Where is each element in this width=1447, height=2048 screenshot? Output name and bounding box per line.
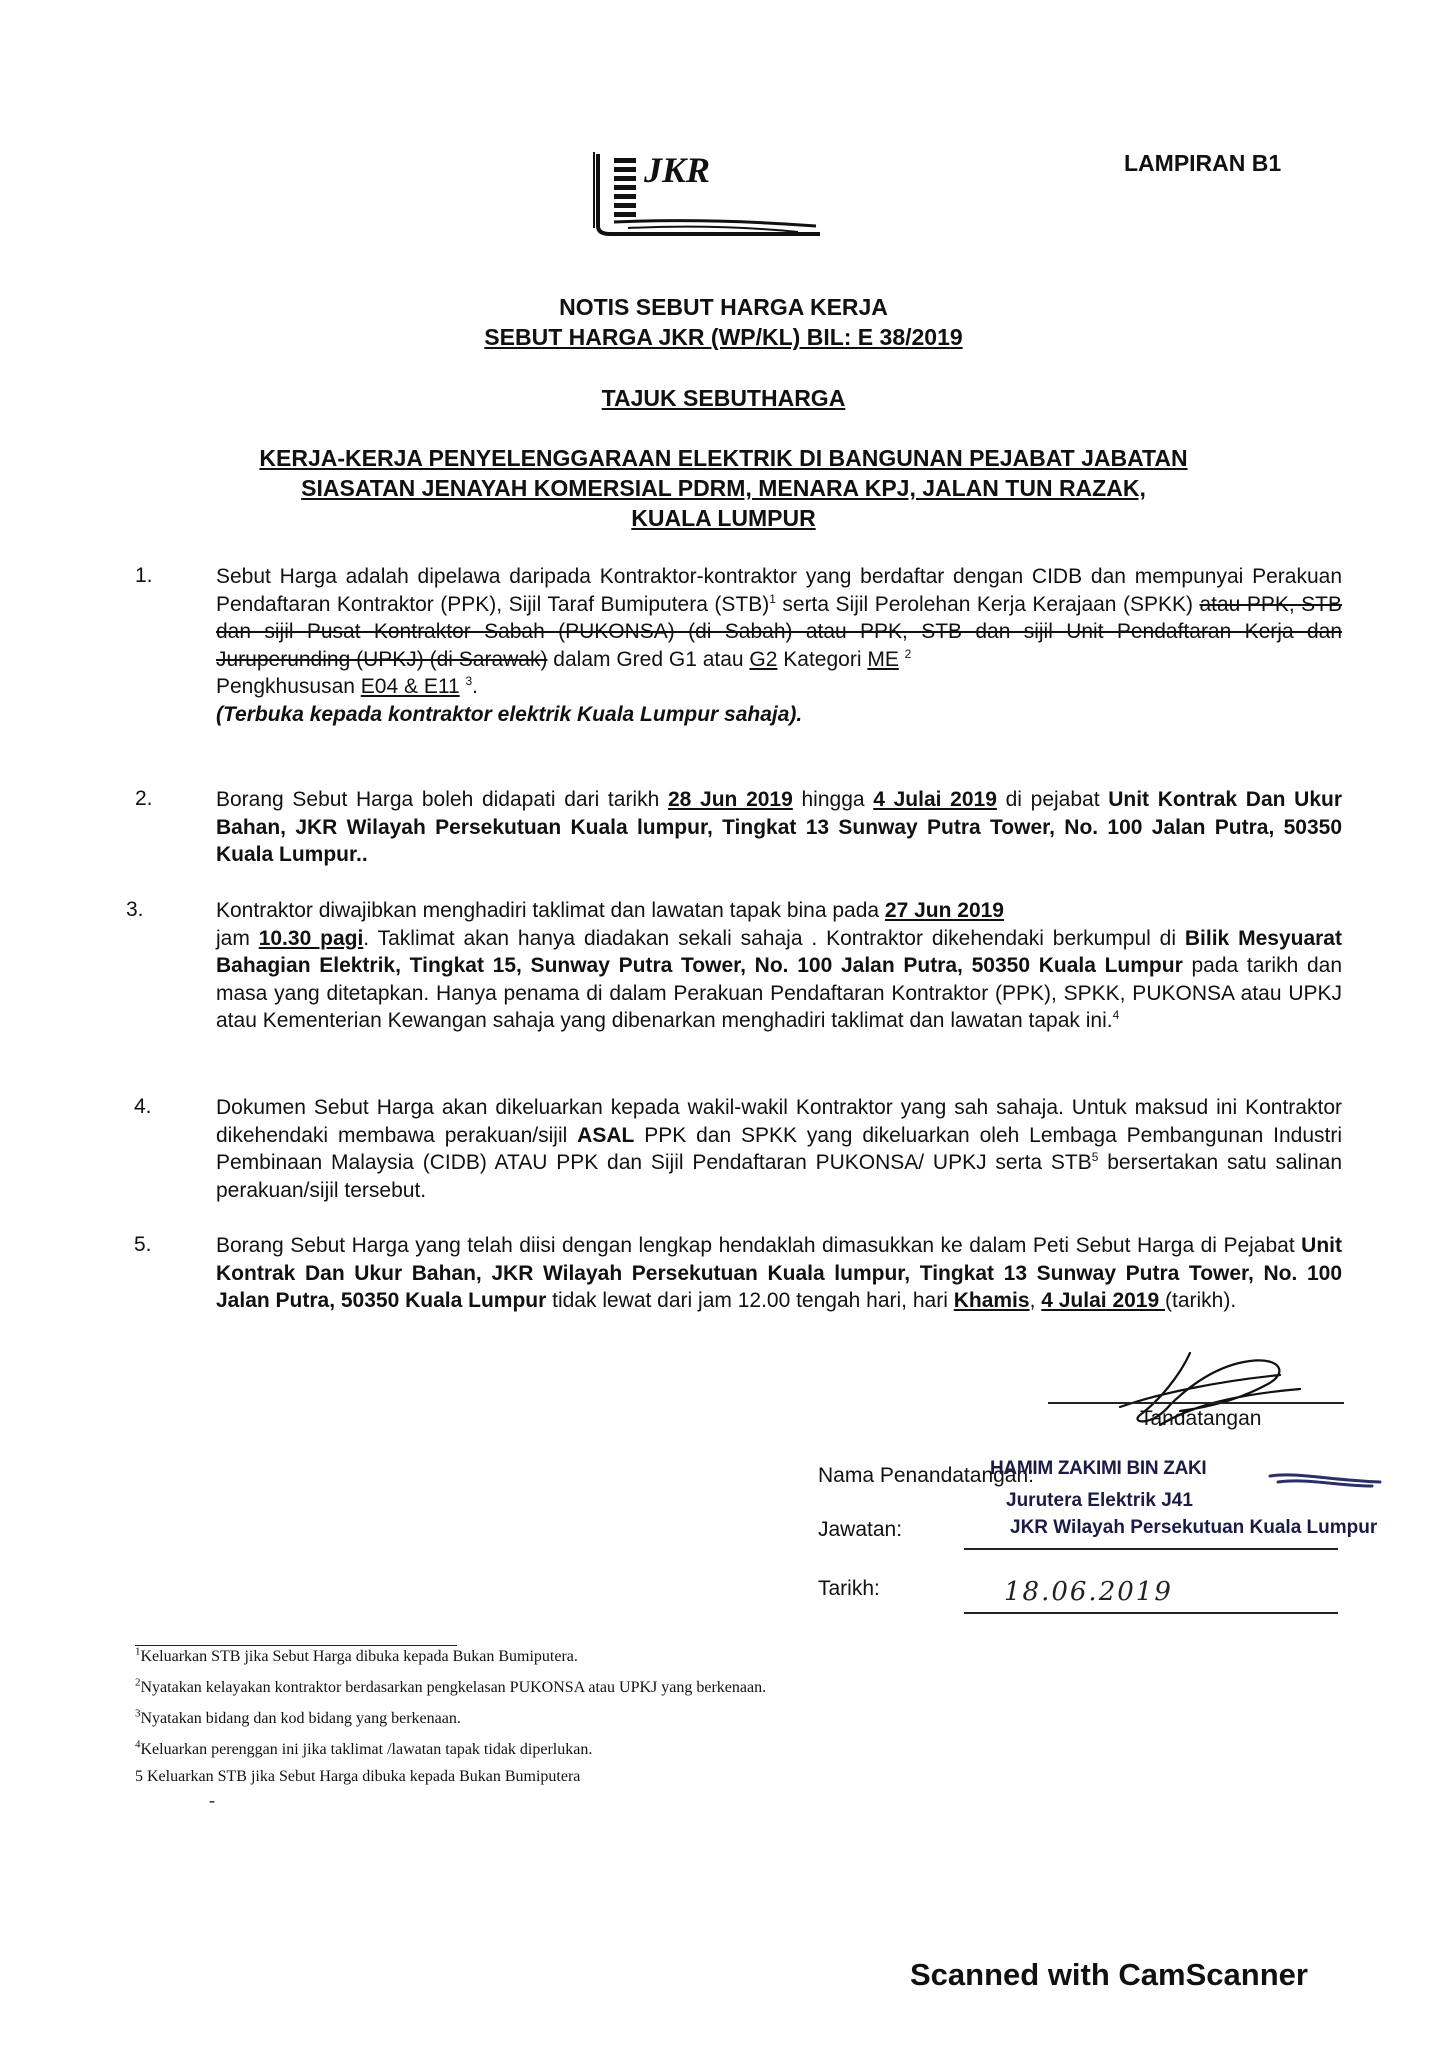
footnote-text: Nyatakan kelayakan kontraktor berdasarkan pengkelasan PUKONSA atau UPKJ yang berkenaan. — [140, 1679, 767, 1696]
signature-line — [1048, 1402, 1344, 1404]
project-title-line-2: SIASATAN JENAYAH KOMERSIAL PDRM, MENARA KPJ, JALAN TUN RAZAK, — [301, 475, 1146, 501]
footnote-ref: 1 — [769, 591, 776, 606]
para-5-text: tidak lewat dari jam 12.00 tengah hari, hari — [546, 1289, 954, 1312]
briefing-venue: Bilik Mesyuarat Bahagian Elektrik, Tingkat 15, Sunway Putra Tower, No. 100 Jalan Putra, 50350 Kuala Lumpur — [216, 926, 1342, 977]
logo-text: JKR — [644, 150, 711, 190]
para-2-text: di pejabat — [996, 788, 1109, 811]
jkr-logo-graphic — [588, 140, 828, 244]
paragraph-1 — [216, 563, 1342, 728]
footnote-1 — [135, 1645, 578, 1666]
para-1-text: Kategori — [777, 647, 868, 671]
gred-value: G2 — [749, 647, 778, 671]
footnote-number: 2 — [135, 1676, 141, 1689]
footnote-ref: 3 — [465, 674, 473, 688]
para-4-text: Dokumen Sebut Harga akan dikeluarkan kepada wakil-wakil Kontraktor yang sah sahaja. Untuk maksud ini Kontraktor dikehendaki membawa perakuan/sijil — [216, 1096, 1342, 1147]
paragraph-3 — [216, 897, 1342, 1035]
stamp-title: Jurutera Elektrik J41 — [1006, 1490, 1193, 1511]
footnote-number: 3 — [135, 1707, 141, 1720]
footnote-text: Nyatakan bidang dan kod bidang yang berkenaan. — [140, 1710, 461, 1727]
footnote-number: 5 — [135, 1768, 143, 1785]
reference-number: SEBUT HARGA JKR (WP/KL) BIL: E 38/2019 — [484, 324, 963, 350]
submission-location: Unit Kontrak Dan Ukur Bahan, JKR Wilayah Persekutuan Kuala lumpur, Tingkat 13 Sunway Putra Tower, No. 100 Jalan Putra, 50350 Kuala Lumpur — [216, 1234, 1342, 1312]
footnote-3 — [135, 1707, 461, 1728]
para-1-text: . — [472, 675, 479, 698]
stray-mark: - — [209, 1790, 215, 1810]
footnote-ref: 4 — [1112, 1008, 1120, 1022]
date-from: 28 Jun 2019 — [667, 788, 793, 811]
jkr-logo — [588, 140, 828, 244]
footnote-ref: 2 — [904, 646, 912, 661]
project-title-line-3: KUALA LUMPUR — [631, 505, 816, 531]
paragraph-2 — [216, 786, 1342, 869]
para-1-number: 1. — [135, 564, 153, 587]
closing-day: Khamis — [953, 1289, 1030, 1312]
para-3-number: 3. — [126, 898, 144, 921]
jawatan-label: Jawatan: — [818, 1518, 903, 1541]
footnote-text: Keluarkan STB jika Sebut Harga dibuka kepada Bukan Bumiputera. — [140, 1648, 578, 1665]
para-2-number: 2. — [135, 787, 153, 810]
briefing-date: 27 Jun 2019 — [884, 899, 1004, 922]
project-title-line-1: KERJA-KERJA PENYELENGGARAAN ELEKTRIK DI BANGUNAN PEJABAT JABATAN — [259, 445, 1188, 471]
tarikh-label: Tarikh: — [818, 1577, 880, 1600]
para-5-text: Borang Sebut Harga yang telah diisi dengan lengkap hendaklah dimasukkan ke dalam Peti Sebut Harga di Pejabat — [216, 1234, 1302, 1257]
footnote-number: 4 — [135, 1738, 141, 1751]
footnote-text: Keluarkan STB jika Sebut Harga dibuka kepada Bukan Bumiputera — [143, 1768, 581, 1785]
footnote-4 — [135, 1738, 593, 1759]
para-3-text: Kontraktor diwajibkan menghadiri taklimat dan lawatan tapak bina pada — [216, 899, 885, 922]
tarikh-handwritten: 18.06.2019 — [1004, 1577, 1173, 1607]
para-2-text: hingga — [792, 788, 874, 811]
stamp-name: HAMIM ZAKIMI BIN ZAKI — [990, 1458, 1207, 1479]
para-5-number: 5. — [134, 1233, 152, 1256]
para-1-text: dalam Gred G1 atau — [547, 647, 750, 671]
para-4-number: 4. — [134, 1095, 152, 1118]
footnote-rule — [135, 1645, 457, 1646]
para-4-text: bersertakan satu salinan perakuan/sijil tersebut. — [216, 1151, 1342, 1202]
struck-text: atau PPK, STB dan sijil Pusat Kontraktor Sabah (PUKONSA) (di Sabah) atau PPK, STB dan sijil Unit Pendaftaran Kerja dan Juruperunding (UPKJ) (di Sarawak) — [216, 592, 1342, 671]
para-5-text: , — [1029, 1289, 1042, 1312]
para-1-text: serta Sijil Perolehan Kerja Kerajaan (SPKK) — [775, 592, 1200, 616]
camscanner-watermark: Scanned with CamScanner — [910, 1957, 1308, 1992]
kategori-value: ME — [867, 647, 899, 671]
para-5-text: (tarikh). — [1165, 1289, 1237, 1312]
stamp-office: JKR Wilayah Persekutuan Kuala Lumpur — [1010, 1517, 1378, 1538]
pengkhususan-value: E04 & E11 — [360, 675, 460, 698]
para-1-text: Pengkhususan — [216, 675, 361, 698]
footnote-number: 1 — [135, 1645, 141, 1658]
date-to: 4 Julai 2019 — [873, 788, 997, 811]
para-3-text: jam — [216, 926, 259, 950]
asal-word: ASAL — [577, 1123, 635, 1147]
footnote-text: Keluarkan perenggan ini jika taklimat /lawatan tapak tidak diperlukan. — [140, 1741, 593, 1758]
tajuk-heading: TAJUK SEBUTHARGA — [601, 385, 846, 411]
para-3-text: pada tarikh dan masa yang ditetapkan. Hanya penama di dalam Perakuan Pendaftaran Kontraktor (PPK), SPKK, PUKONSA atau UPKJ atau Kementerian Kewangan sahaja yang dibenarkan menghadiri taklimat dan lawatan tapak ini. — [216, 954, 1343, 1032]
stamp-scribble-mark — [1268, 1462, 1384, 1512]
nama-label: Nama Penandatangan: — [818, 1464, 1034, 1487]
footnote-2 — [135, 1676, 767, 1697]
footnote-ref: 5 — [1091, 1150, 1099, 1164]
para-2-text: .. — [356, 843, 368, 866]
lampiran-label: LAMPIRAN B1 — [1124, 150, 1282, 176]
para-1-text: Sebut Harga adalah dipelawa daripada Kontraktor-kontraktor yang berdaftar dengan CIDB dan mempunyai Perakuan Pendaftaran Kontraktor (PPK), Sijil Taraf Bumiputera (STB) — [216, 565, 1342, 616]
para-1-note: (Terbuka kepada kontraktor elektrik Kuala Lumpur sahaja). — [216, 702, 803, 726]
closing-date: 4 Julai 2019 — [1041, 1289, 1165, 1312]
jawatan-line — [964, 1548, 1338, 1550]
briefing-time: 10.30 pagi — [258, 926, 364, 950]
tandatangan-label: Tandatangan — [1140, 1407, 1262, 1430]
notice-title: NOTIS SEBUT HARGA KERJA — [559, 294, 888, 320]
para-3-text: . Taklimat akan hanya diadakan sekali sahaja . Kontraktor dikehendaki berkumpul di — [363, 926, 1185, 950]
paragraph-5 — [216, 1232, 1342, 1315]
footnote-5 — [135, 1768, 580, 1786]
para-4-text: PPK dan SPKK yang dikeluarkan oleh Lembaga Pembangunan Industri Pembinaan Malaysia (CIDB) ATAU PPK dan Sijil Pendaftaran PUKONSA/ UPKJ serta STB — [216, 1123, 1342, 1174]
tarikh-line — [964, 1612, 1338, 1614]
office-location: Unit Kontrak Dan Ukur Bahan, JKR Wilayah Persekutuan Kuala lumpur, Tingkat 13 Sunway Putra Tower, No. 100 Jalan Putra, 50350 Kuala Lumpur — [216, 788, 1343, 866]
paragraph-4 — [216, 1094, 1342, 1204]
para-2-text: Borang Sebut Harga boleh didapati dari tarikh — [216, 788, 668, 811]
